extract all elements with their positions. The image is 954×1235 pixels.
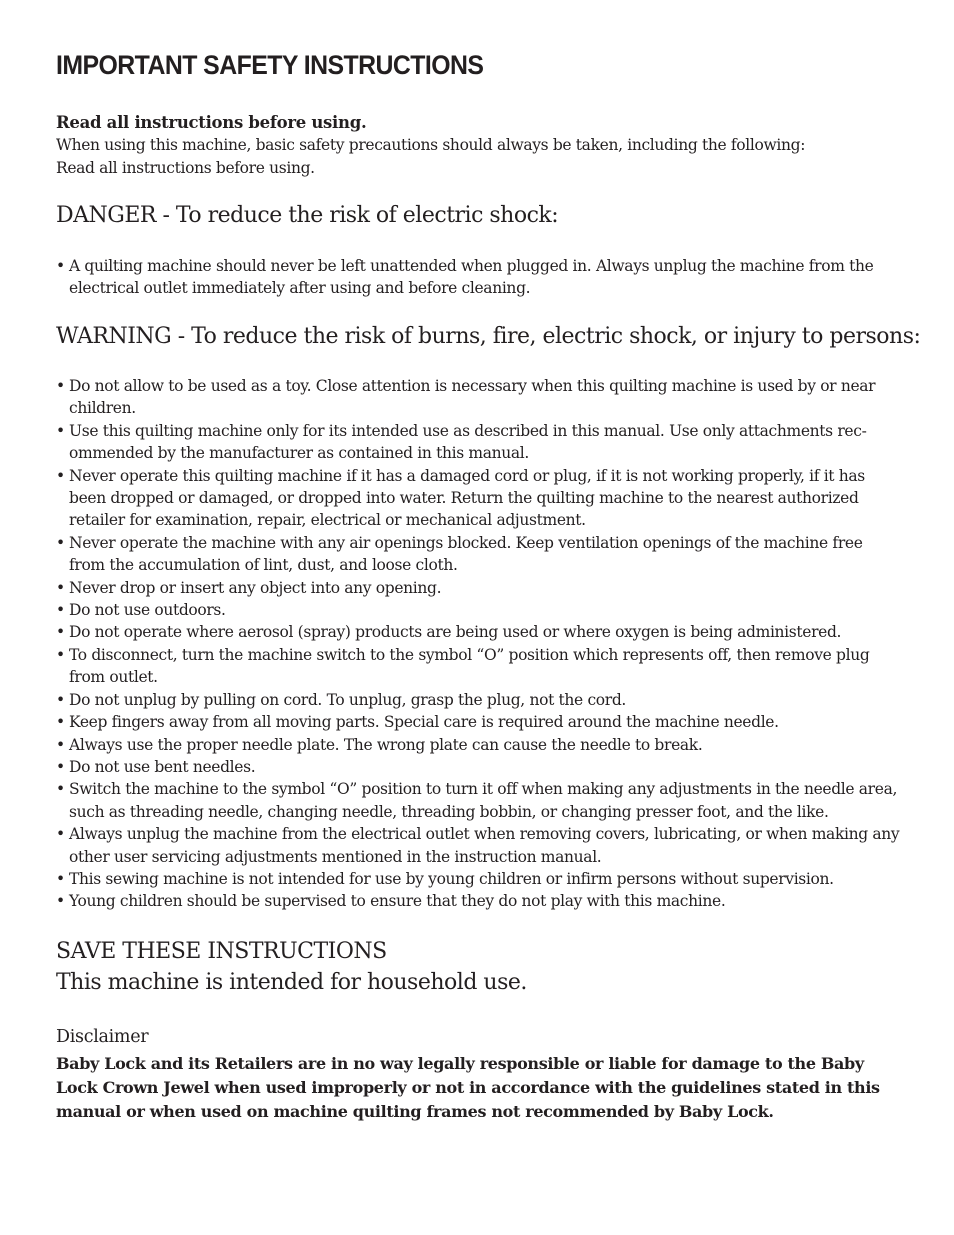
bullet-icon: • [56, 735, 65, 754]
bullet-icon: • [56, 257, 65, 275]
disclaimer-heading: Disclaimer [56, 1027, 149, 1047]
list-item-text: Do not use bent needles. [69, 757, 256, 776]
list-item [56, 756, 901, 778]
list-item-text: Keep fingers away from all moving parts. Special care is required around the machine needle. [69, 713, 779, 732]
list-item [56, 823, 901, 868]
save-instructions [56, 936, 527, 998]
list-item-text: Always unplug the machine from the electrical outlet when removing covers, lubricating, or when making any other user servicing adjustments mentioned in the instruction manual. [69, 825, 900, 866]
list-item-text: Do not unplug by pulling on cord. To unplug, grasp the plug, not the cord. [69, 690, 626, 709]
save-line-1: SAVE THESE INSTRUCTIONS [56, 939, 387, 964]
list-item-text: This sewing machine is not intended for use by young children or infirm persons without supervision. [69, 869, 834, 888]
list-item [56, 532, 901, 577]
bullet-icon: • [56, 421, 65, 440]
bullet-icon: • [56, 601, 65, 620]
save-line-2: This machine is intended for household use. [56, 970, 527, 995]
list-item-text: Never operate the machine with any air openings blocked. Keep ventilation openings of the machine free from the accumulation of lint, dust, and loose cloth. [69, 533, 863, 575]
list-item [56, 689, 901, 711]
bullet-icon: • [56, 623, 65, 642]
list-item [56, 599, 901, 621]
bullet-icon: • [56, 780, 65, 799]
list-item-text: A quilting machine should never be left unattended when plugged in. Always unplug the machine from the electrical outlet immediately after using and before cleaning. [69, 257, 874, 298]
bullet-icon: • [56, 645, 65, 664]
intro-section [56, 112, 901, 179]
list-item-text: To disconnect, turn the machine switch to the symbol “O” position which represents off, then remove plug from outlet. [69, 645, 870, 687]
danger-list [56, 255, 901, 300]
bullet-icon: • [56, 892, 65, 911]
list-item-text: Do not operate where aerosol (spray) products are being used or where oxygen is being administered. [69, 623, 842, 642]
bullet-icon: • [56, 466, 65, 485]
bullet-icon: • [56, 757, 65, 776]
bullet-icon: • [56, 377, 65, 395]
intro-line-2: Read all instructions before using. [56, 158, 315, 177]
bullet-icon: • [56, 578, 65, 597]
bullet-icon: • [56, 713, 65, 732]
warning-heading: WARNING - To reduce the risk of burns, fire, electric shock, or injury to persons: [56, 324, 921, 349]
list-item-text: Always use the proper needle plate. The wrong plate can cause the needle to break. [69, 735, 703, 754]
list-item-text: Never drop or insert any object into any opening. [69, 578, 442, 597]
list-item [56, 465, 901, 532]
bullet-icon: • [56, 690, 65, 709]
bullet-icon: • [56, 869, 65, 888]
bullet-icon: • [56, 533, 65, 552]
intro-line-1: When using this machine, basic safety precautions should always be taken, including the following: [56, 136, 806, 154]
list-item-text: Switch the machine to the symbol “O” position to turn it off when making any adjustments in the needle area, such as threading needle, changing needle, threading bobbin, or changing presser foot, and the like. [69, 780, 898, 821]
intro-lead: Read all instructions before using. [56, 113, 367, 132]
bullet-icon: • [56, 825, 65, 844]
list-item [56, 255, 901, 300]
list-item [56, 868, 901, 890]
page-title: IMPORTANT SAFETY INSTRUCTIONS [56, 50, 484, 80]
list-item [56, 375, 901, 420]
list-item [56, 778, 901, 823]
list-item-text: Never operate this quilting machine if it has a damaged cord or plug, if it is not working properly, if it has been dropped or damaged, or dropped into water. Return the quilting machine to the nearest authorized retailer for examination, repair, electrical or mechanical adjustment. [69, 466, 865, 530]
list-item [56, 890, 901, 912]
list-item [56, 621, 901, 643]
list-item [56, 734, 901, 756]
list-item-text: Do not allow to be used as a toy. Close attention is necessary when this quilting machine is used by or near children. [69, 377, 876, 418]
list-item-text: Do not use outdoors. [69, 601, 226, 620]
disclaimer-body: Baby Lock and its Retailers are in no way legally responsible or liable for damage to the Baby Lock Crown Jewel when used improperly or not in accordance with the guidelines stated in this manual or when used on machine quilting frames not recommended by Baby Lock. [56, 1054, 880, 1121]
list-item-text: Young children should be supervised to ensure that they do not play with this machine. [69, 892, 726, 911]
list-item-text: Use this quilting machine only for its intended use as described in this manual. Use only attachments rec-ommended by the manufacturer as contained in this manual. [69, 421, 867, 463]
list-item [56, 644, 901, 689]
list-item [56, 577, 901, 599]
danger-heading: DANGER - To reduce the risk of electric shock: [56, 203, 559, 228]
warning-list [56, 375, 901, 913]
list-item [56, 420, 901, 465]
list-item [56, 711, 901, 733]
